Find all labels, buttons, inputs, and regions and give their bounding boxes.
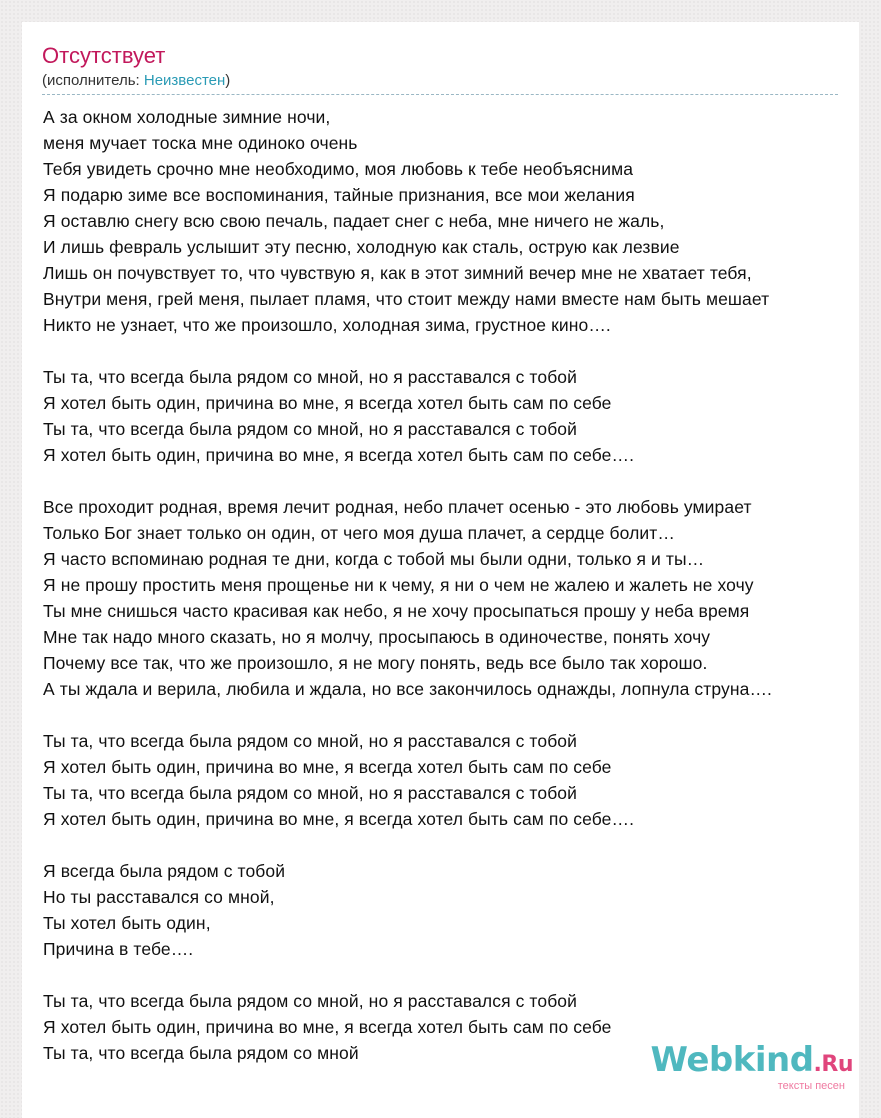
lyric-line: Я не прошу простить меня прощенье ни к чему, я ни о чем не жалею и жалеть не хочу xyxy=(43,575,754,595)
lyric-line: Тебя увидеть срочно мне необходимо, моя любовь к тебе необъяснима xyxy=(43,159,634,179)
logo-main-text: Webkind xyxy=(650,1040,814,1080)
lyric-line: Я всегда была рядом с тобой xyxy=(43,861,286,881)
lyric-line: Ты мне снишься часто красивая как небо, я не хочу просыпаться прошу у неба время xyxy=(43,601,750,621)
lyric-line: Я часто вспоминаю родная те дни, когда с тобой мы были одни, только я и ты… xyxy=(43,549,705,569)
logo-tld: .Ru xyxy=(813,1052,853,1077)
lyrics-body xyxy=(43,104,859,1066)
header-divider xyxy=(42,94,838,95)
lyric-line: Лишь он почувствует то, что чувствую я, как в этот зимний вечер мне не хватает тебя, xyxy=(43,263,752,283)
lyric-line: Почему все так, что же произошло, я не могу понять, ведь все было так хорошо. xyxy=(43,653,708,673)
lyric-line: Ты та, что всегда была рядом со мной, но я расставался с тобой xyxy=(43,731,578,751)
lyric-line: меня мучает тоска мне одиноко очень xyxy=(43,133,358,153)
lyric-line: Ты та, что всегда была рядом со мной xyxy=(43,1043,359,1063)
lyric-line: Причина в тебе…. xyxy=(43,939,194,959)
lyric-line: Ты та, что всегда была рядом со мной, но я расставался с тобой xyxy=(43,991,578,1011)
lyric-line: Я подарю зиме все воспоминания, тайные признания, все мои желания xyxy=(43,185,635,205)
artist-link[interactable]: Неизвестен xyxy=(143,72,226,89)
lyric-line: Только Бог знает только он один, от чего моя душа плачет, а сердце болит… xyxy=(43,523,675,543)
lyric-line: Ты хотел быть один, xyxy=(43,913,211,933)
stanza-gap xyxy=(43,962,859,988)
song-header xyxy=(42,42,838,95)
lyric-line: Я хотел быть один, причина во мне, я всегда хотел быть сам по себе…. xyxy=(43,809,635,829)
lyric-line: Но ты расставался со мной, xyxy=(43,887,275,907)
stanza-gap xyxy=(43,832,859,858)
song-title: Отсутствует xyxy=(42,43,166,68)
logo-subtitle: тексты песен xyxy=(777,1080,845,1092)
lyric-line: Никто не узнает, что же произошло, холодная зима, грустное кино…. xyxy=(43,315,611,335)
stanza-gap xyxy=(43,702,859,728)
lyric-line: Ты та, что всегда была рядом со мной, но я расставался с тобой xyxy=(43,419,578,439)
lyric-line: Я хотел быть один, причина во мне, я всегда хотел быть сам по себе xyxy=(43,757,612,777)
lyric-line: Ты та, что всегда была рядом со мной, но я расставался с тобой xyxy=(43,783,578,803)
logo-wordmark xyxy=(651,1042,853,1083)
lyric-line: Ты та, что всегда была рядом со мной, но я расставался с тобой xyxy=(43,367,578,387)
artist-prefix: (исполнитель: xyxy=(42,72,144,89)
lyric-line: Внутри меня, грей меня, пылает пламя, что стоит между нами вместе нам быть мешает xyxy=(43,289,770,309)
lyric-line: Я оставлю снегу всю свою печаль, падает снег с неба, мне ничего не жаль, xyxy=(43,211,665,231)
lyric-line: Я хотел быть один, причина во мне, я всегда хотел быть сам по себе xyxy=(43,393,612,413)
lyric-line: А ты ждала и верила, любила и ждала, но все закончилось однажды, лопнула струна…. xyxy=(43,679,773,699)
stanza-gap xyxy=(43,338,859,364)
lyric-line: И лишь февраль услышит эту песню, холодную как сталь, острую как лезвие xyxy=(43,237,680,257)
artist-suffix: ) xyxy=(225,72,231,89)
lyric-line: Я хотел быть один, причина во мне, я всегда хотел быть сам по себе…. xyxy=(43,445,635,465)
artist-line xyxy=(42,71,838,91)
stanza-gap xyxy=(43,468,859,494)
lyric-line: Мне так надо много сказать, но я молчу, просыпаюсь в одиночестве, понять хочу xyxy=(43,627,711,647)
site-logo[interactable] xyxy=(651,1042,853,1092)
lyric-line: Все проходит родная, время лечит родная, небо плачет осенью - это любовь умирает xyxy=(43,497,752,517)
lyrics-card xyxy=(22,22,859,1118)
lyric-line: А за окном холодные зимние ночи, xyxy=(43,107,331,127)
lyric-line: Я хотел быть один, причина во мне, я всегда хотел быть сам по себе xyxy=(43,1017,612,1037)
